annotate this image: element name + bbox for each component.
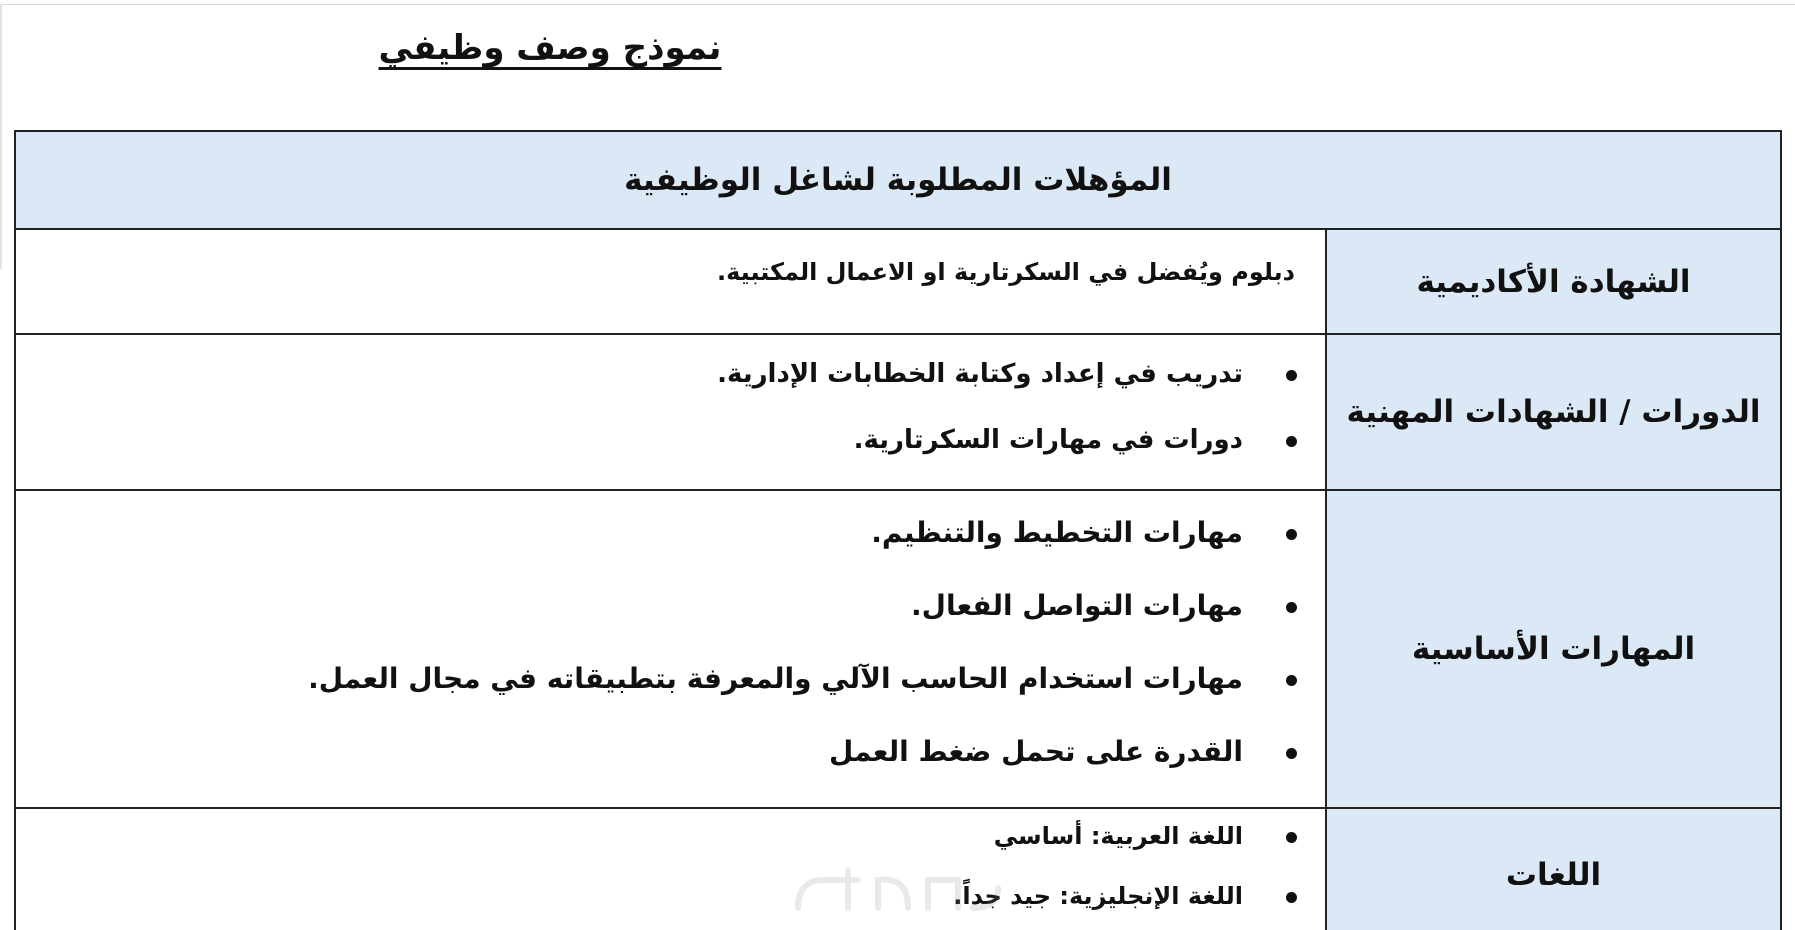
bullet-icon: [1286, 602, 1297, 613]
courses-content: [15, 334, 1326, 490]
table-header: المؤهلات المطلوبة لشاغل الوظيفية: [15, 131, 1781, 229]
bullet-icon: [1286, 529, 1297, 540]
skills-list: [16, 491, 1325, 807]
languages-list: [16, 809, 1325, 930]
bullet-icon: [1286, 832, 1297, 843]
list-item: [16, 734, 1325, 807]
bullet-icon: [1286, 370, 1297, 381]
table-row-skills: [15, 490, 1781, 808]
top-border-line: [0, 4, 1795, 5]
list-item: [16, 821, 1325, 881]
list-item-text: تدريب في إعداد وكتابة الخطابات الإدارية.: [717, 359, 1243, 389]
document-title: نموذج وصف وظيفي: [378, 28, 722, 68]
watermark-logo-icon: [788, 858, 1008, 918]
table-row-degree: [15, 229, 1781, 334]
list-item: [16, 357, 1325, 423]
list-item-text: اللغة الإنجليزية: جيد جداً.: [953, 882, 1243, 910]
courses-label: الدورات / الشهادات المهنية: [1326, 334, 1781, 490]
languages-content: [15, 808, 1326, 930]
skills-label: المهارات الأساسية: [1326, 490, 1781, 808]
degree-label: الشهادة الأكاديمية: [1326, 229, 1781, 334]
list-item-text: القدرة على تحمل ضغط العمل: [829, 735, 1243, 768]
list-item: [16, 588, 1325, 661]
bullet-icon: [1286, 675, 1297, 686]
table-header-row: [15, 131, 1781, 229]
list-item-text: مهارات التواصل الفعال.: [911, 589, 1243, 622]
table-row-courses: [15, 334, 1781, 490]
list-item: [16, 515, 1325, 588]
list-item: [16, 661, 1325, 734]
list-item-text: مهارات التخطيط والتنظيم.: [871, 516, 1243, 549]
list-item: [16, 881, 1325, 930]
bullet-icon: [1286, 748, 1297, 759]
bullet-icon: [1286, 436, 1297, 447]
list-item-text: اللغة العربية: أساسي: [993, 822, 1243, 850]
languages-label: اللغات: [1326, 808, 1781, 930]
list-item-text: مهارات استخدام الحاسب الآلي والمعرفة بتطبيقاته في مجال العمل.: [308, 662, 1243, 695]
list-item: [16, 423, 1325, 489]
bullet-icon: [1286, 892, 1297, 903]
courses-list: [16, 335, 1325, 489]
qualifications-table: [14, 130, 1782, 930]
degree-text: دبلوم ويُفضل في السكرتارية او الاعمال المكتبية.: [716, 258, 1295, 286]
list-item-text: دورات في مهارات السكرتارية.: [853, 425, 1243, 455]
degree-content: [15, 229, 1326, 334]
skills-content: [15, 490, 1326, 808]
